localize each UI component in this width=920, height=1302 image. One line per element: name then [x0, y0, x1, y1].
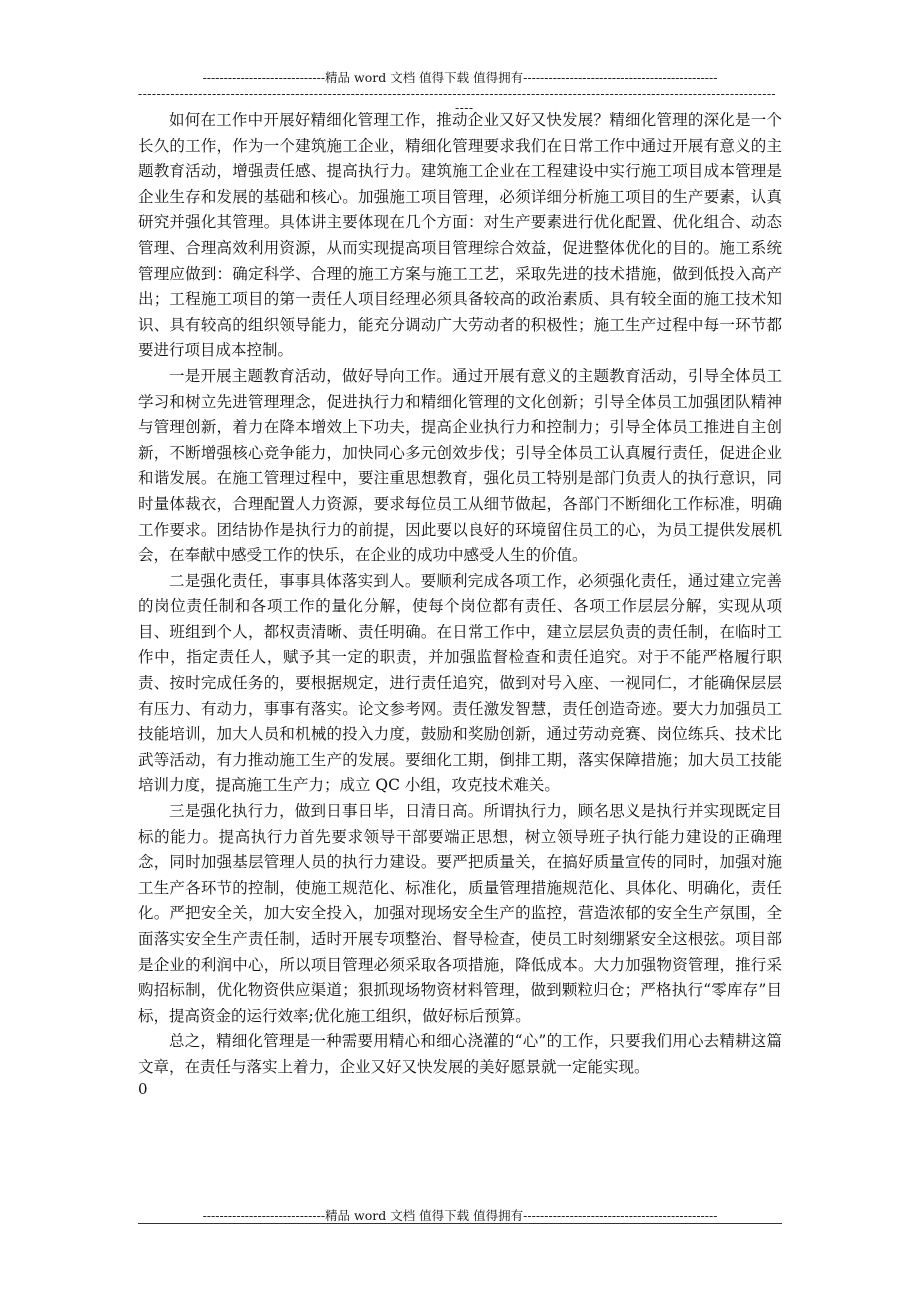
header-dash-line-tail: ---- [455, 100, 474, 115]
paragraph-point-3: 三是强化执行力，做到日事日毕，日清日高。所谓执行力，顾名思义是执行并实现既定目标的能力。提高执行力首先要求领导干部要端正思想，树立领导班子执行能力建设的正确理念，同时加强基层管理人员的执行力建设。要严把质量关，在搞好质量宣传的同时，加强对施工生产各环节的控制，使施工规范化、标准化，质量管理措施规范化、具体化、明确化，责任化。严把安全关，加大安全投入，加强对现场安全生产的监控，营造浓郁的安全生产氛围，全面落实安全生产责任制，适时开展专项整治、督导检查，使员工时刻绷紧安全这根弦。项目部是企业的利润中心，所以项目管理必须采取各项措施，降低成本。大力加强物资管理，推行采购招标制，优化物资供应渠道；狠抓现场物资材料管理，做到颗粒归仓；严格执行“零库存”目标，提高资金的运行效率;优化施工组织，做好标后预算。 [138, 802, 782, 1025]
paragraph-intro: 如何在工作中开展好精细化管理工作，推动企业又好又快发展？精细化管理的深化是一个长久的工作，作为一个建筑施工企业，精细化管理要求我们在日常工作中通过开展有意义的主题教育活动，增强责任感、提高执行力。建筑施工企业在工程建设中实行施工项目成本管理是企业生存和发展的基础和核心。加强施工项目管理，必须详细分析施工项目的生产要素，认真研究并强化其管理。具体讲主要体现在几个方面：对生产要素进行优化配置、优化组合、动态管理、合理高效利用资源，从而实现提高项目管理综合效益，促进整体优化的目的。施工系统管理应做到：确定科学、合理的施工方案与施工工艺，采取先进的技术措施，做到低投入高产出；工程施工项目的第一责任人项目经理必须具备较高的政治素质、具有较全面的施工技术知识、具有较高的组织领导能力，能充分调动广大劳动者的积极性；施工生产过程中每一环节都要进行项目成本控制。 [138, 111, 782, 360]
header-dash-line: ------------------------------------------------------------------------------------------------------------------------------------------ [138, 86, 777, 101]
footer-banner: -----------------------------精品 word 文档 值得下载 值得拥有---------------------------------------------- [202, 1208, 718, 1223]
document-body [138, 108, 782, 1081]
paragraph-point-1: 一是开展主题教育活动，做好导向工作。通过开展有意义的主题教育活动，引导全体员工学习和树立先进管理理念，促进执行力和精细化管理的文化创新；引导全体员工加强团队精神与管理创新，着力在降本增效上下功夫，提高企业执行力和控制力；引导全体员工推进自主创新，不断增强核心竞争能力，加快同心多元创效步伐；引导全体员工认真履行责任，促进企业和谐发展。在施工管理过程中，要注重思想教育，强化员工特别是部门负责人的执行意识，同时量体裁衣，合理配置人力资源，要求每位员工从细节做起，各部门不断细化工作标准，明确工作要求。团结协作是执行力的前提，因此要以良好的环境留住员工的心，为员工提供发展机会，在奉献中感受工作的快乐，在企业的成功中感受人生的价值。 [138, 366, 782, 565]
header-banner: -----------------------------精品 word 文档 值得下载 值得拥有---------------------------------------------- [202, 70, 718, 85]
paragraph-point-2: 二是强化责任，事事具体落实到人。要顺利完成各项工作，必须强化责任，通过建立完善的岗位责任制和各项工作的量化分解，使每个岗位都有责任、各项工作层层分解，实现从项目、班组到个人，都权责清晰、责任明确。在日常工作中，建立层层负责的责任制，在临时工作中，指定责任人，赋予其一定的职责，并加强监督检查和责任追究。对于不能严格履行职责、按时完成任务的，要根据规定，进行责任追究，做到对号入座、一视同仁，才能确保层层有压力、有动力，事事有落实。论文参考网。责任激发智慧，责任创造奇迹。要大力加强员工技能培训，加大人员和机械的投入力度，鼓励和奖励创新，通过劳动竞赛、岗位练兵、技术比武等活动，有力推动施工生产的发展。要细化工期，倒排工期，落实保障措施；加大员工技能培训力度，提高施工生产力；成立 QC 小组，攻克技术难关。 [138, 571, 782, 795]
paragraph-conclusion: 总之，精细化管理是一种需要用精心和细心浇灌的“心”的工作，只要我们用心去精耕这篇文章，在责任与落实上着力，企业又好又快发展的美好愿景就一定能实现。 [138, 1032, 782, 1076]
page-number: 0 [138, 1080, 148, 1098]
footer-rule [138, 1223, 782, 1224]
